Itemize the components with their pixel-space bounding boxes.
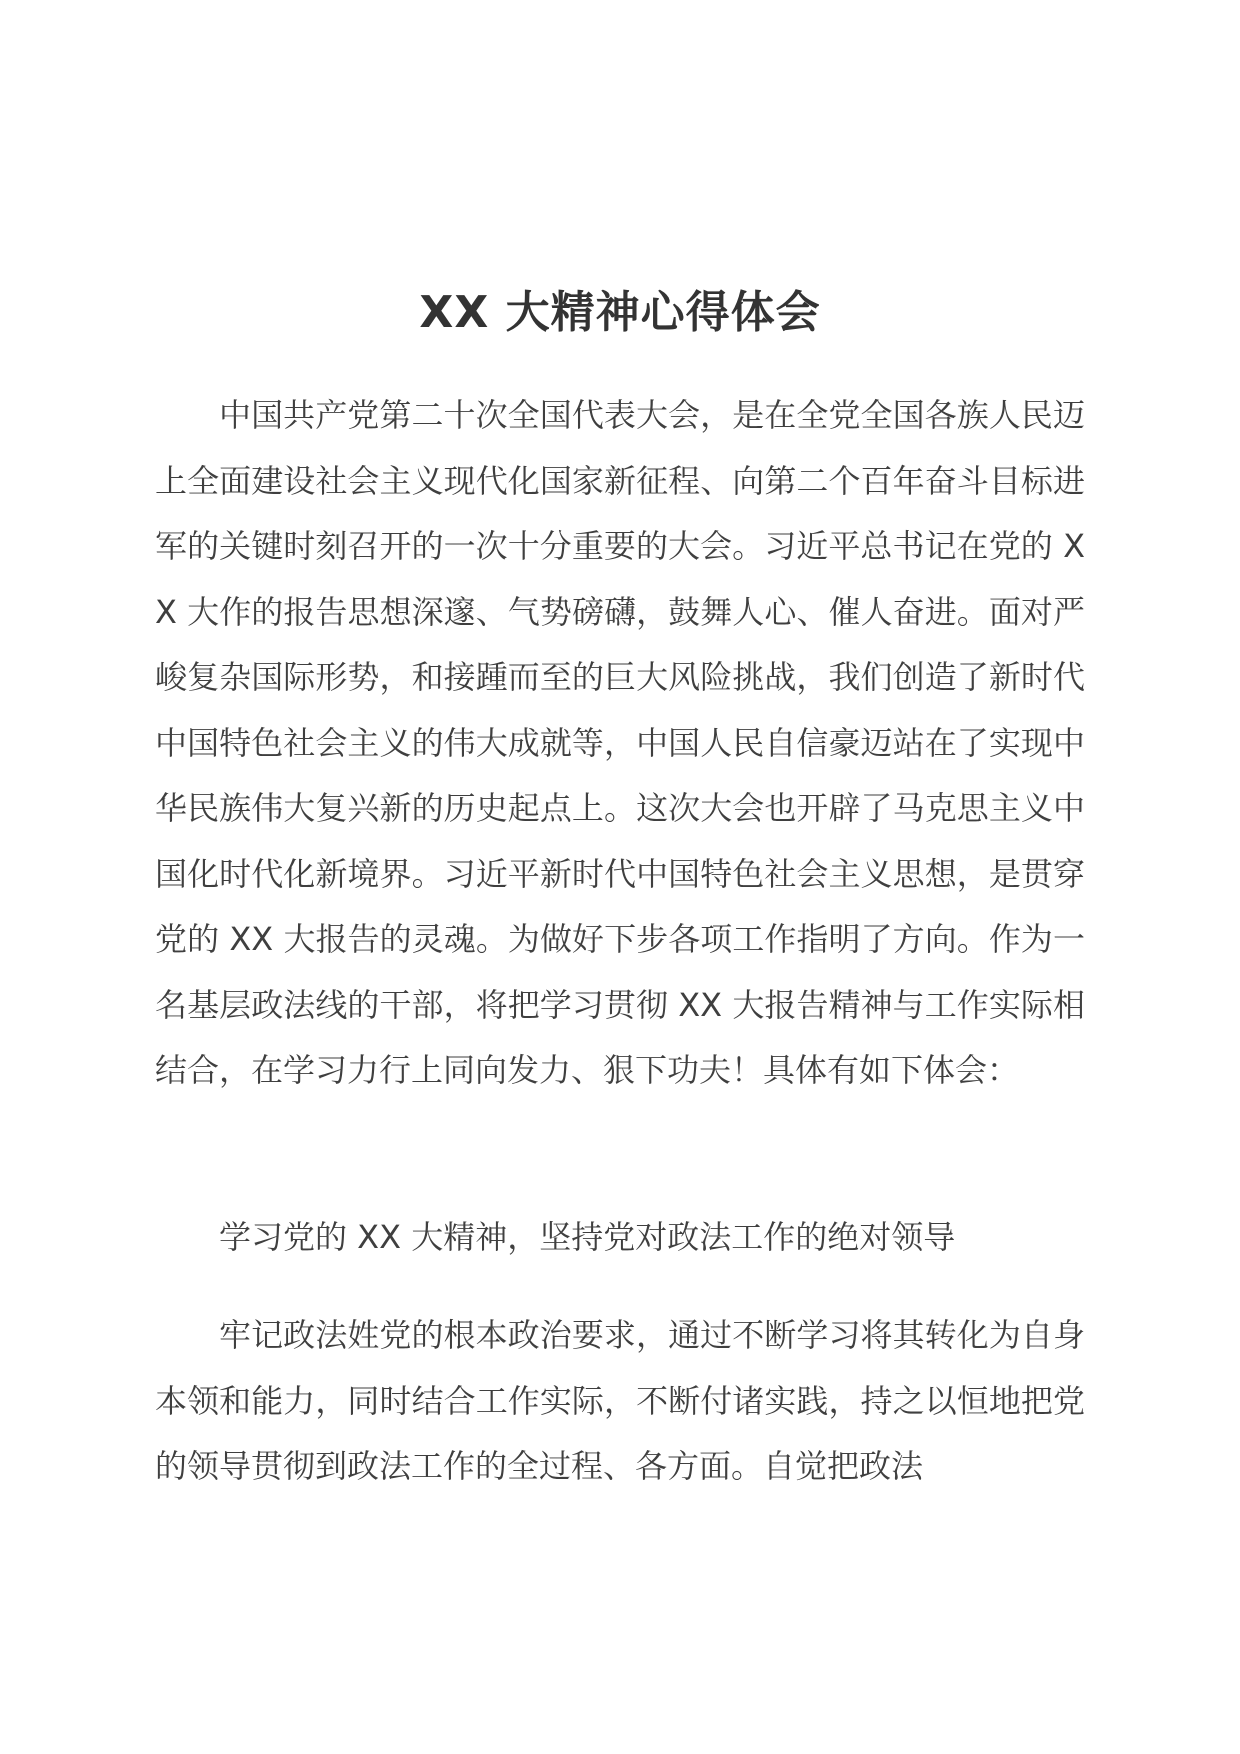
paragraph-body: 牢记政法姓党的根本政治要求，通过不断学习将其转化为自身本领和能力，同时结合工作实际，不断付诸实践，持之以恒地把党的领导贯彻到政法工作的全过程、各方面。自觉把政法 (155, 1316, 1085, 1485)
document-title: XX 大精神心得体会 (419, 287, 821, 338)
paragraph-intro: 中国共产党第二十次全国代表大会，是在全党全国各族人民迈上全面建设社会主义现代化国家新征程、向第二个百年奋斗目标进军的关键时刻召开的一次十分重要的大会。习近平总书记在党的 XX 大作的报告思想深邃、气势磅礴，鼓舞人心、催人奋进。面对严峻复杂国际形势，和接踵而至的巨大风险挑战，我们创造了新时代中国特色社会主义的伟大成就等，中国人民自信豪迈站在了实现中华民族伟大复兴新的历史起点上。这次大会也开辟了马克思主义中国化时代化新境界。习近平新时代中国特色社会主义思想，是贯穿党的 XX 大报告的灵魂。为做好下步各项工作指明了方向。作为一名基层政法线的干部，将把学习贯彻 XX 大报告精神与工作实际相结合，在学习力行上同向发力、狠下功夫！具体有如下体会： (155, 396, 1085, 1089)
section-heading: 学习党的 XX 大精神，坚持党对政法工作的绝对领导 (219, 1218, 956, 1256)
